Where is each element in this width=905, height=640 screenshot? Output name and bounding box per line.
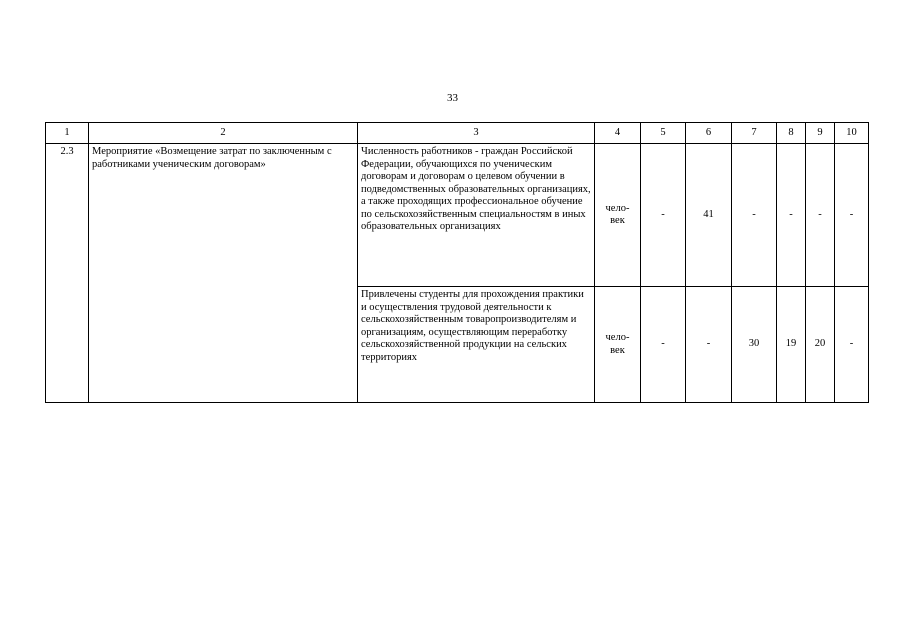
header-cell-3: 3 (358, 123, 595, 144)
header-row (46, 123, 869, 144)
header-cell-1: 1 (46, 123, 89, 144)
header-cell-5: 5 (641, 123, 686, 144)
page-number: 33 (447, 92, 458, 104)
value-cell-10: - (835, 144, 869, 287)
value-cell-6: 41 (686, 144, 732, 287)
value-cell-5: - (641, 144, 686, 287)
unit-cell: чело- век (595, 144, 641, 287)
header-cell-6: 6 (686, 123, 732, 144)
value-cell-8: - (777, 144, 806, 287)
value-cell-7: - (732, 144, 777, 287)
value-cell-6: - (686, 287, 732, 403)
header-cell-7: 7 (732, 123, 777, 144)
header-cell-2: 2 (89, 123, 358, 144)
measure-name: Мероприятие «Возмещение затрат по заключенным с работниками ученическим договорам» (89, 144, 358, 403)
unit-cell: чело- век (595, 287, 641, 403)
value-cell-5: - (641, 287, 686, 403)
value-cell-9: 20 (806, 287, 835, 403)
header-cell-4: 4 (595, 123, 641, 144)
header-cell-9: 9 (806, 123, 835, 144)
indicator-text: Привлечены студенты для прохождения практики и осуществления трудовой деятельности к сельскохозяйственным товаропроизводителям и организациям, осуществляющим переработку сельскохозяйственной продукции на сельских территориях (358, 287, 595, 403)
table-row (46, 144, 869, 287)
value-cell-9: - (806, 144, 835, 287)
indicator-text: Численность работников - граждан Российской Федерации, обучающихся по ученическим договорам и договорам о целевом обучении в подведомственных образовательных организациях, а также проходящих профессиональное обучение по сельскохозяйственным специальностям в иных образовательных организациях (358, 144, 595, 287)
section-number: 2.3 (46, 144, 89, 403)
indicator-table (45, 122, 869, 403)
header-cell-8: 8 (777, 123, 806, 144)
header-cell-10: 10 (835, 123, 869, 144)
value-cell-7: 30 (732, 287, 777, 403)
value-cell-8: 19 (777, 287, 806, 403)
value-cell-10: - (835, 287, 869, 403)
